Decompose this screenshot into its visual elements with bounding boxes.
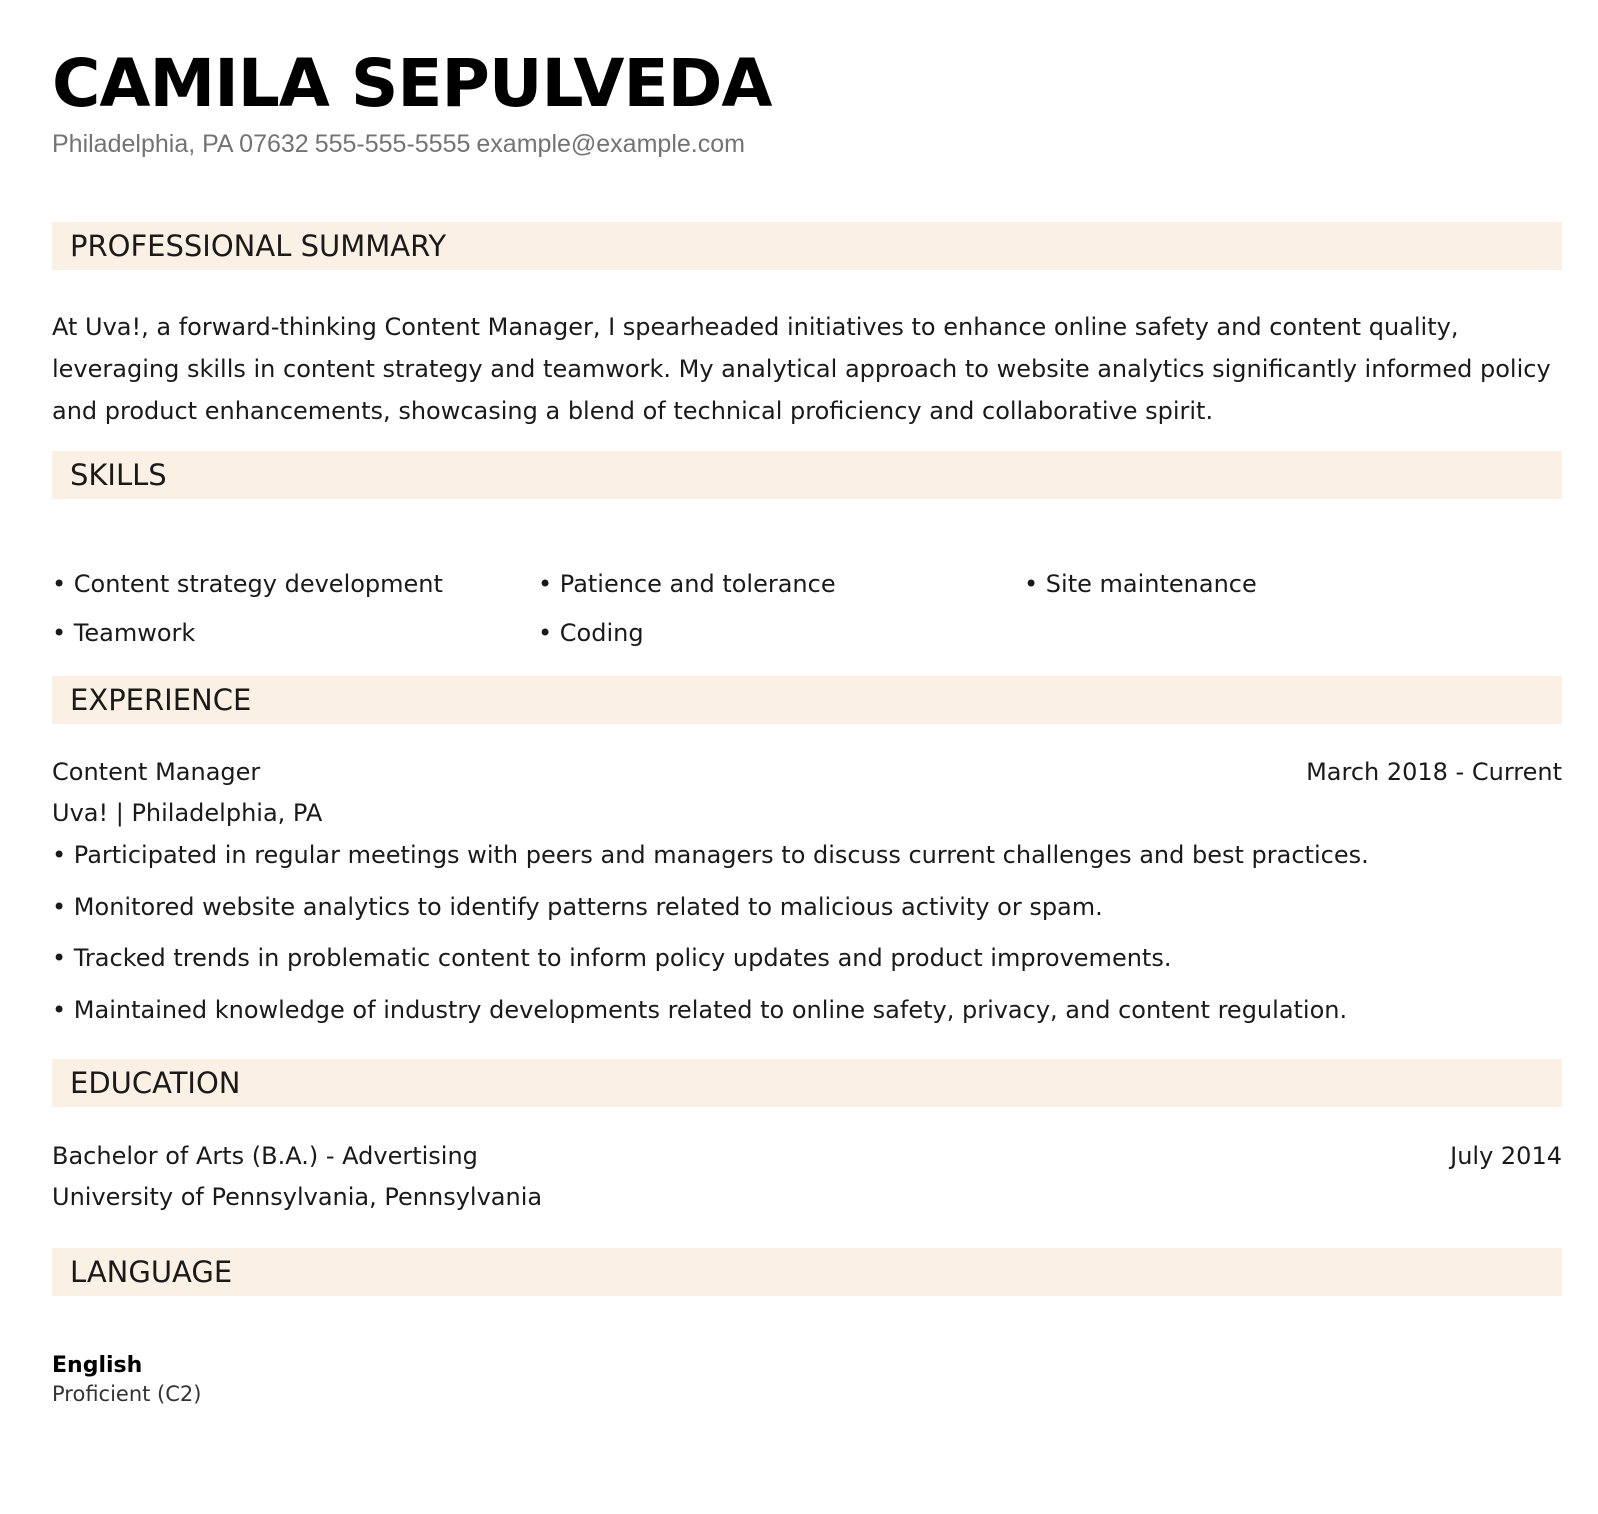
education-school: University of Pennsylvania, Pennsylvania [52, 1183, 543, 1211]
summary-section-title: PROFESSIONAL SUMMARY [70, 229, 447, 263]
job-dates: March 2018 - Current [1306, 758, 1562, 786]
language-section-title: LANGUAGE [70, 1255, 233, 1289]
skills-section-header [52, 451, 1562, 499]
experience-section-header [52, 676, 1562, 724]
job-company: Uva! | Philadelphia, PA [52, 799, 323, 827]
experience-bullet: • Tracked trends in problematic content to inform policy updates and product improvements. [52, 942, 1562, 974]
education-date: July 2014 [1450, 1142, 1562, 1170]
experience-section-title: EXPERIENCE [70, 683, 252, 717]
experience-title-row [52, 756, 1562, 788]
summary-section-header [52, 222, 1562, 270]
education-degree-row [52, 1140, 1562, 1172]
summary-text: At Uva!, a forward-thinking Content Manager, I spearheaded initiatives to enhance online safety and content quality, leveraging skills in content strategy and teamwork. My analytical approach to website analytics significantly informed policy and product enhancements, showcasing a blend of technical proficiency and collaborative spirit. [52, 313, 1551, 425]
candidate-name: CAMILA SEPULVEDA [52, 45, 772, 122]
language-level: Proficient (C2) [52, 1382, 202, 1406]
language-name: English [52, 1353, 143, 1378]
skill-item: • Teamwork [52, 617, 195, 649]
contact-phone: 555-555-5555 [314, 130, 471, 158]
skills-section-title: SKILLS [70, 458, 167, 492]
education-section-header [52, 1059, 1562, 1107]
education-degree: Bachelor of Arts (B.A.) - Advertising [52, 1142, 478, 1170]
skill-item: • Coding [538, 617, 644, 649]
contact-line [52, 128, 751, 160]
experience-bullet: • Maintained knowledge of industry developments related to online safety, privacy, and content regulation. [52, 994, 1562, 1026]
contact-email: example@example.com [476, 130, 745, 158]
experience-bullet: • Participated in regular meetings with peers and managers to discuss current challenges and best practices. [52, 839, 1562, 871]
job-title: Content Manager [52, 758, 261, 786]
experience-bullet: • Monitored website analytics to identify patterns related to malicious activity or spam. [52, 891, 1562, 923]
skill-item: • Site maintenance [1024, 568, 1257, 600]
skill-item: • Patience and tolerance [538, 568, 836, 600]
language-section-header [52, 1248, 1562, 1296]
skill-item: • Content strategy development [52, 568, 443, 600]
contact-address: Philadelphia, PA 07632 [52, 130, 309, 158]
education-section-title: EDUCATION [70, 1066, 241, 1100]
